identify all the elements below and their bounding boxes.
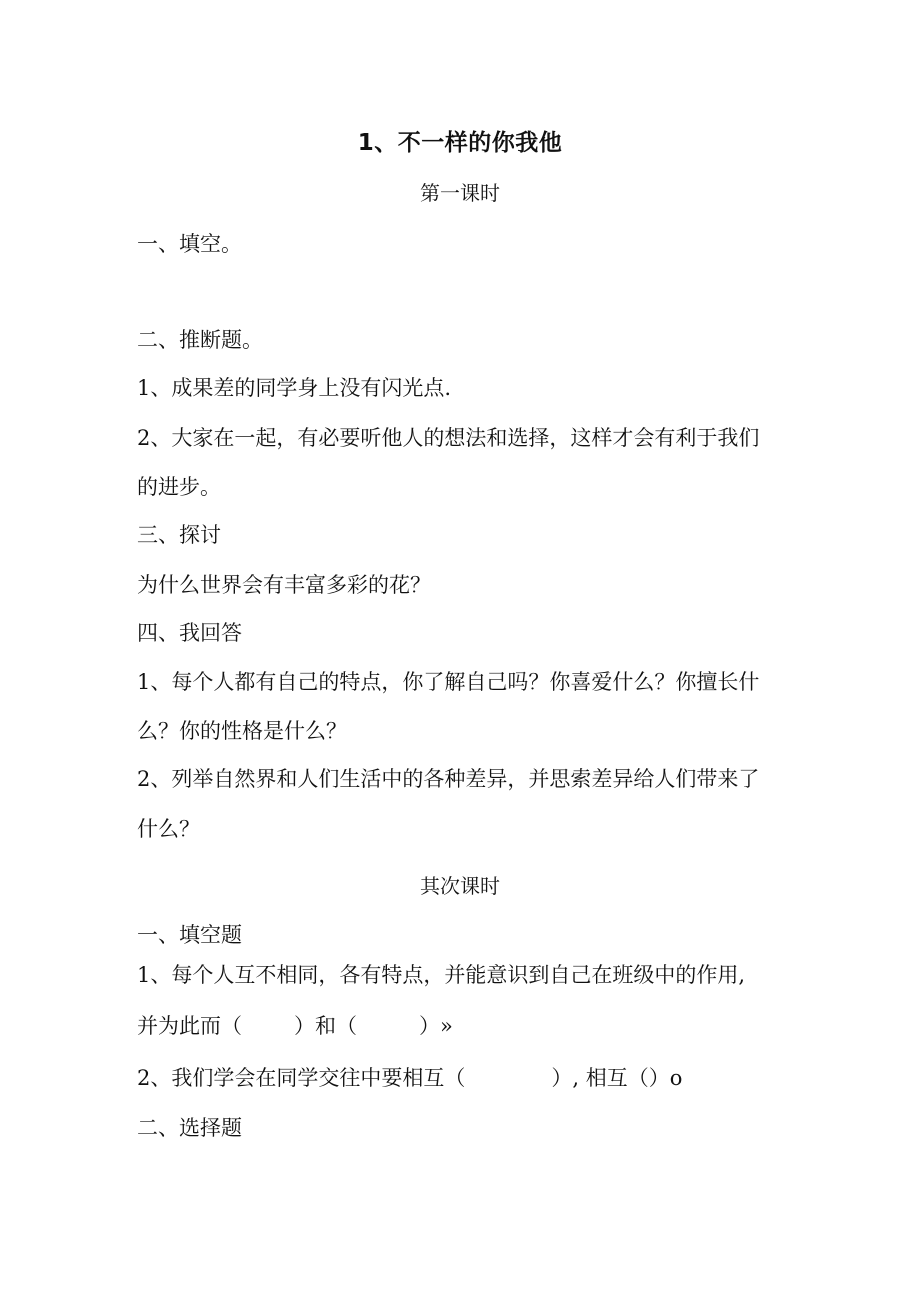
l1-answer-q1-line2: 么？你的性格是什么？ [137, 719, 347, 743]
l1-section-fill: 一、填空。 [137, 232, 242, 256]
l2-fill-q1-mid: ）和（ [294, 1014, 357, 1038]
l1-section-answer: 四、我回答 [137, 621, 242, 645]
l1-discuss-q: 为什么世界会有丰富多彩的花？ [137, 573, 431, 597]
l1-judge-q2-line2: 的进步。 [137, 475, 221, 499]
l2-section-choice: 二、选择题 [137, 1116, 242, 1140]
l2-fill-q1-line2 [137, 1011, 800, 1041]
l1-section-discuss: 三、探讨 [137, 523, 221, 547]
l1-judge-q2-line1: 2、大家在一起，有必要听他人的想法和选择，这样才会有利于我们 [137, 426, 760, 450]
l1-answer-q2-line1: 2、列举自然界和人们生活中的各种差异，并思索差异给人们带来了 [137, 767, 760, 791]
lesson2-heading: 其次课时 [420, 874, 500, 898]
l2-fill-q1-start: 并为此而（ [137, 1014, 242, 1038]
l2-fill-q1-end: ）» [419, 1014, 453, 1038]
document-title: 1、不一样的你我他 [357, 130, 563, 156]
l1-answer-q1-line1: 1、每个人都有自己的特点，你了解自己吗？你喜爱什么？你擅长什 [137, 670, 760, 694]
l2-fill-q1-line1: 1、每个人互不相同，各有特点，并能意识到自己在班级中的作用, [137, 963, 746, 987]
l1-answer-q2-line2: 什么？ [137, 817, 200, 841]
lesson1-heading: 第一课时 [420, 181, 500, 205]
l1-judge-q1: 1、成果差的同学身上没有闪光点. [137, 376, 452, 400]
l2-section-fill: 一、填空题 [137, 923, 242, 947]
l2-fill-q2 [137, 1063, 800, 1093]
l1-section-judge: 二、推断题。 [137, 328, 263, 352]
l2-fill-q2-start: 2、我们学会在同学交往中要相互（ [137, 1066, 466, 1090]
l2-fill-q2-end: ）, 相互（）o [551, 1066, 683, 1090]
